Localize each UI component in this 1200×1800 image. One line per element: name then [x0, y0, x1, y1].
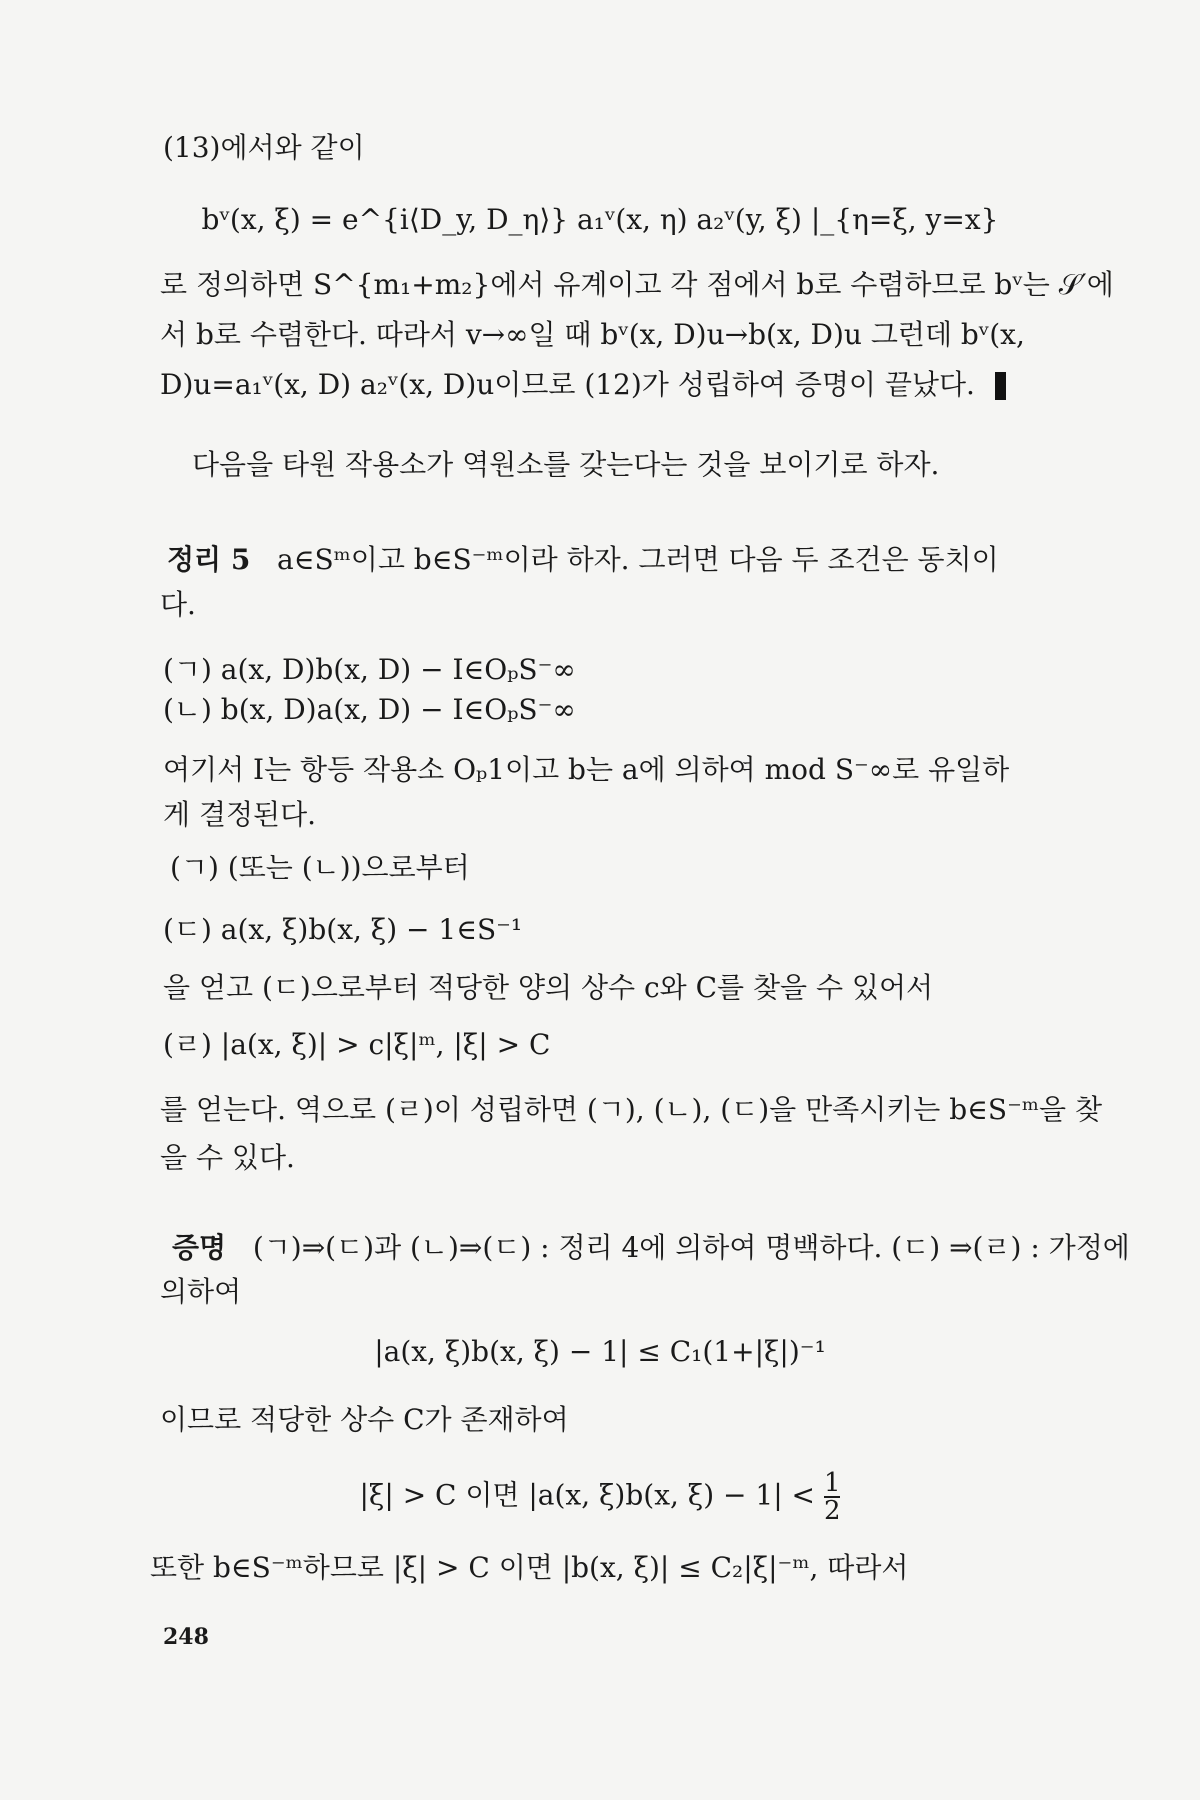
theorem-text: a∈Sᵐ이고 b∈S⁻ᵐ이라 하자. 그러면 다음 두 조건은 동치이	[277, 543, 999, 576]
theorem-label: 정리 5	[167, 543, 251, 576]
equation-text: |ξ| > C 이면 |a(x, ξ)b(x, ξ) − 1| <	[359, 1478, 816, 1512]
fraction	[824, 1470, 841, 1524]
text-line: (ㄱ) (또는 (ㄴ))으로부터	[170, 851, 470, 884]
display-equation: bᵛ(x, ξ) = e^{i⟨D_y, D_η⟩} a₁ᵛ(x, η) a₂ᵛ(y, ξ) |_{η=ξ, y=x}	[201, 203, 999, 236]
text-line: 을 수 있다.	[160, 1141, 295, 1174]
condition-line: (ㄷ) a(x, ξ)b(x, ξ) − 1∈S⁻¹	[163, 913, 523, 946]
text-line: 다.	[160, 588, 196, 621]
text-line: 를 얻는다. 역으로 (ㄹ)이 성립하면 (ㄱ), (ㄴ), (ㄷ)을 만족시키는 b∈S⁻ᵐ을 찾	[160, 1093, 1103, 1126]
theorem-line	[167, 540, 999, 580]
condition-line: (ㄴ) b(x, D)a(x, D) − I∈OₚS⁻∞	[163, 693, 576, 726]
display-equation: |a(x, ξ)b(x, ξ) − 1| ≤ C₁(1+|ξ|)⁻¹	[374, 1335, 826, 1368]
display-equation	[0, 1470, 1200, 1524]
text-line: 의하여	[160, 1275, 242, 1308]
text-line: 게 결정된다.	[163, 798, 317, 831]
text-line: 로 정의하면 S^{m₁+m₂}에서 유계이고 각 점에서 b로 수렴하므로 bᵛ는 𝒮′에	[160, 268, 1114, 301]
fraction-denominator: 2	[823, 1496, 841, 1526]
condition-line: (ㄹ) |a(x, ξ)| > c|ξ|ᵐ, |ξ| > C	[163, 1028, 551, 1061]
text-line: 이므로 적당한 상수 C가 존재하여	[160, 1403, 569, 1436]
page-number: 248	[163, 1624, 209, 1650]
fraction-numerator: 1	[823, 1468, 841, 1498]
text-line-content: D)u=a₁ᵛ(x, D) a₂ᵛ(x, D)u이므로 (12)가 성립하여 증명이 끝났다.	[160, 368, 975, 401]
text-line: 또한 b∈S⁻ᵐ하므로 |ξ| > C 이면 |b(x, ξ)| ≤ C₂|ξ|⁻ᵐ, 따라서	[150, 1551, 909, 1584]
proof-line	[172, 1228, 1130, 1268]
condition-line: (ㄱ) a(x, D)b(x, D) − I∈OₚS⁻∞	[163, 653, 576, 686]
text-line: 을 얻고 (ㄷ)으로부터 적당한 양의 상수 c와 C를 찾을 수 있어서	[163, 971, 934, 1004]
proof-label: 증명	[172, 1231, 227, 1264]
text-line: 다음을 타원 작용소가 역원소를 갖는다는 것을 보이기로 하자.	[192, 448, 940, 481]
text-line: 서 b로 수렴한다. 따라서 v→∞일 때 bᵛ(x, D)u→b(x, D)u 그런데 bᵛ(x,	[160, 318, 1025, 351]
text-line: (13)에서와 같이	[163, 131, 365, 164]
proof-text: (ㄱ)⇒(ㄷ)과 (ㄴ)⇒(ㄷ) : 정리 4에 의하여 명백하다. (ㄷ) ⇒(ㄹ) : 가정에	[252, 1231, 1130, 1264]
text-line	[160, 365, 975, 405]
text-line: 여기서 I는 항등 작용소 Oₚ1이고 b는 a에 의하여 mod S⁻∞로 유일하	[163, 753, 1010, 786]
qed-mark	[995, 372, 1006, 404]
